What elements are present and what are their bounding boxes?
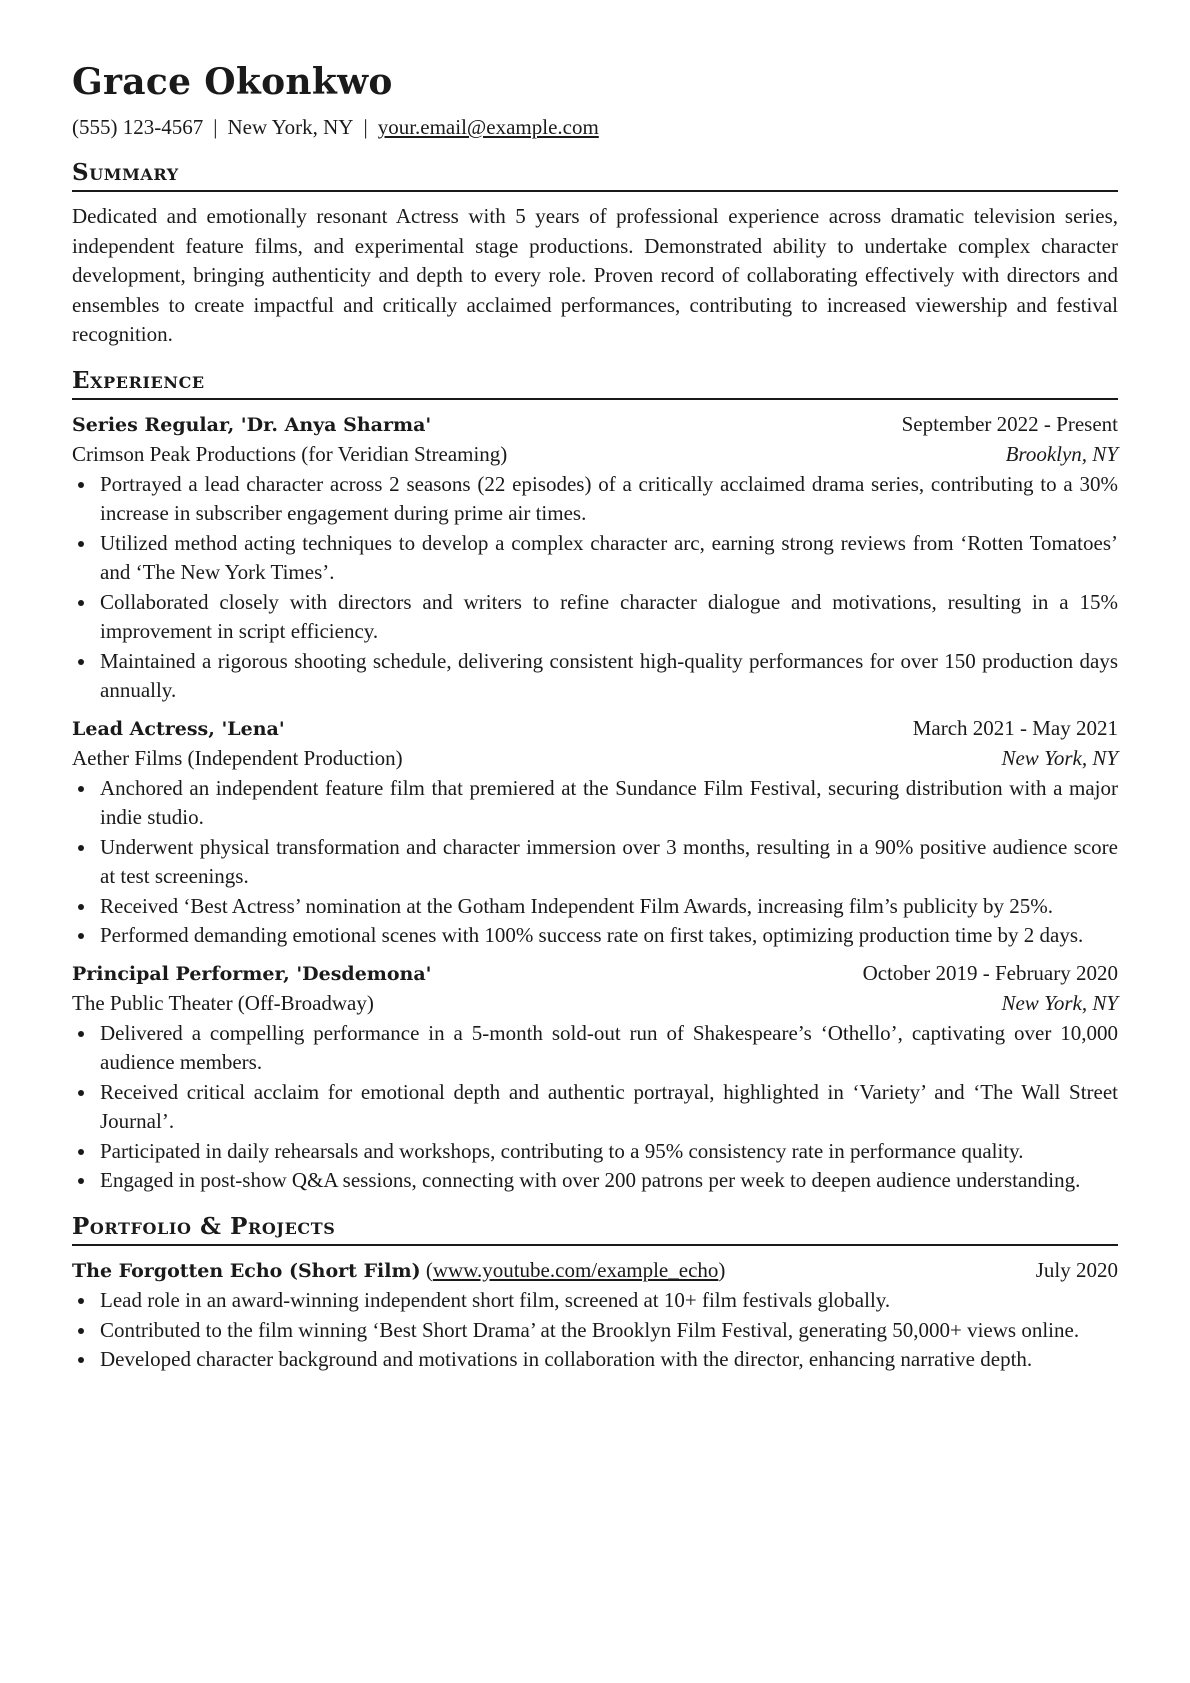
job-location: New York, NY [1001, 991, 1118, 1015]
bullet-item: Collaborated closely with directors and writers to refine character dialogue and motivations, resulting in a 15% improvement in script efficiency. [72, 588, 1118, 647]
project-entry [72, 1256, 1118, 1375]
job-role: Series Regular, 'Dr. Anya Sharma' [72, 413, 432, 436]
job-location: Brooklyn, NY [1005, 442, 1118, 466]
contact-line [72, 112, 1118, 142]
project-title: The Forgotten Echo (Short Film) [72, 1259, 421, 1282]
bullet-item: Underwent physical transformation and character immersion over 3 months, resulting in a 90% positive audience score at test screenings. [72, 833, 1118, 892]
section-title-summary: Summary [72, 158, 1118, 192]
location-text: New York, NY [227, 115, 354, 139]
candidate-name: Grace Okonkwo [72, 61, 393, 103]
contact-separator: | [213, 115, 218, 139]
experience-entry [72, 959, 1118, 1196]
contact-separator: | [363, 115, 368, 139]
experience-entry [72, 714, 1118, 951]
company-name: Aether Films (Independent Production) [72, 746, 403, 770]
bullet-item: Portrayed a lead character across 2 seasons (22 episodes) of a critically acclaimed drama series, contributing to a 30% increase in subscriber engagement during prime air times. [72, 470, 1118, 529]
experience-entry [72, 410, 1118, 706]
bullet-item: Contributed to the film winning ‘Best Short Drama’ at the Brooklyn Film Festival, generating 50,000+ views online. [72, 1316, 1118, 1346]
summary-text: Dedicated and emotionally resonant Actress with 5 years of professional experience across dramatic television series, independent feature films, and experimental stage productions. Demonstrated ability to undertake complex character development, bringing authenticity and depth to every role. Proven record of collaborating effectively with directors and ensembles to create impactful and critically acclaimed performances, contributing to increased viewership and festival recognition. [72, 204, 1118, 346]
job-dates: March 2021 - May 2021 [912, 715, 1118, 740]
bullet-item: Maintained a rigorous shooting schedule, delivering consistent high-quality performances for over 150 production days annually. [72, 647, 1118, 706]
summary-section [72, 158, 1118, 350]
section-title-experience: Experience [72, 366, 1118, 400]
bullet-item: Delivered a compelling performance in a 5-month sold-out run of Shakespeare’s ‘Othello’, captivating over 10,000 audience members. [72, 1019, 1118, 1078]
bullet-item: Developed character background and motivations in collaboration with the director, enhancing narrative depth. [72, 1345, 1118, 1375]
bullet-item: Anchored an independent feature film that premiered at the Sundance Film Festival, securing distribution with a major indie studio. [72, 774, 1118, 833]
experience-section [72, 366, 1118, 1196]
email-link[interactable]: your.email@example.com [377, 115, 599, 139]
bullet-item: Lead role in an award-winning independent short film, screened at 10+ film festivals globally. [72, 1286, 1118, 1316]
job-dates: October 2019 - February 2020 [862, 960, 1118, 985]
bullet-item: Performed demanding emotional scenes with 100% success rate on first takes, optimizing production time by 2 days. [72, 921, 1118, 951]
section-title-projects: Portfolio & Projects [72, 1212, 1118, 1246]
projects-section [72, 1212, 1118, 1375]
bullet-list [72, 774, 1118, 951]
bullet-item: Received ‘Best Actress’ nomination at the Gotham Independent Film Awards, increasing film’s publicity by 25%. [72, 892, 1118, 922]
bullet-item: Engaged in post-show Q&A sessions, connecting with over 200 patrons per week to deepen audience understanding. [72, 1166, 1118, 1196]
company-name: Crimson Peak Productions (for Veridian Streaming) [72, 442, 508, 466]
project-link[interactable]: www.youtube.com/example_echo [432, 1257, 719, 1282]
project-date: July 2020 [1035, 1257, 1118, 1282]
job-location: New York, NY [1001, 746, 1118, 770]
bullet-list [72, 1286, 1118, 1375]
project-heading: The Forgotten Echo (Short Film) (www.youtube.com/example_echo) [72, 1257, 726, 1282]
company-name: The Public Theater (Off-Broadway) [72, 991, 374, 1015]
job-role: Principal Performer, 'Desdemona' [72, 962, 432, 985]
phone-number: (555) 123-4567 [72, 115, 204, 139]
bullet-item: Utilized method acting techniques to develop a complex character arc, earning strong reviews from ‘Rotten Tomatoes’ and ‘The New York Times’. [72, 529, 1118, 588]
bullet-item: Received critical acclaim for emotional depth and authentic portrayal, highlighted in ‘Variety’ and ‘The Wall Street Journal’. [72, 1078, 1118, 1137]
bullet-list [72, 1019, 1118, 1196]
bullet-item: Participated in daily rehearsals and workshops, contributing to a 95% consistency rate in performance quality. [72, 1137, 1118, 1167]
job-role: Lead Actress, 'Lena' [72, 717, 285, 740]
job-dates: September 2022 - Present [901, 411, 1118, 436]
bullet-list [72, 470, 1118, 706]
